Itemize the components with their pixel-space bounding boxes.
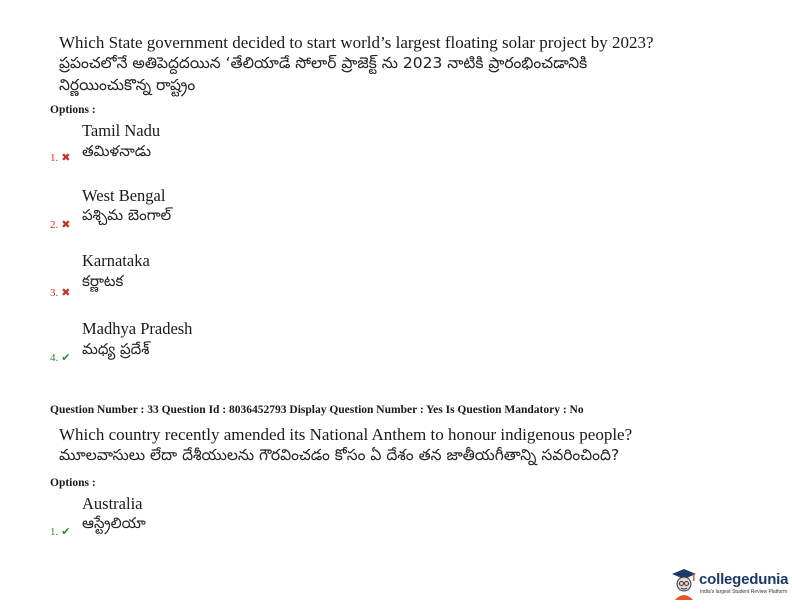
cross-icon: ✖ (61, 218, 71, 231)
q2-option-1-english: Australia (82, 494, 143, 513)
q2-question-english: Which country recently amended its National Anthem to honour indigenous people? (59, 425, 633, 444)
q1-option-1-telugu: తమిళనాడు (82, 142, 152, 160)
q1-question-english: Which State government decided to start world’s largest floating solar project by 2023? (59, 33, 654, 52)
q1-option-2-marker (50, 218, 70, 231)
q2-option-1-telugu: ఆస్ట్రేలియా (82, 514, 146, 532)
q1-options-label: Options : (50, 104, 96, 116)
logo-wordmark: collegedunia (699, 571, 789, 588)
q1-option-4-telugu: మధ్య ప్రదేశ్ (82, 340, 150, 358)
q1-option-3-english: Karnataka (82, 251, 150, 270)
option-number: 4. (50, 352, 59, 364)
q1-question-telugu-line1: ప్రపంచలోనే అతిపెద్దదయిన ‘తేలియాడే సోలార్ ప్రాజెక్ట్ ను 2023 నాటికి ప్రారంభించడానికి (59, 54, 588, 72)
logo-tagline: India's largest Student Review Platform (700, 589, 788, 595)
q1-question-telugu-line2: నిర్ణయించుకొన్న రాష్ట్రం (59, 76, 196, 94)
q1-option-3-marker (50, 286, 70, 299)
q1-option-4-english: Madhya Pradesh (82, 319, 193, 338)
cross-icon: ✖ (61, 151, 71, 164)
checkmark-icon: ✔ (61, 351, 71, 364)
q2-question-telugu: మూలవాసులు లేదా దేశీయులను గౌరవించడం కోసం ఏ దేశం తన జాతీయగీతాన్ని సవరించింది? (59, 446, 620, 464)
q1-option-1-marker (50, 151, 70, 164)
q1-option-1-english: Tamil Nadu (82, 121, 161, 140)
option-number: 2. (50, 219, 59, 231)
q1-option-2-telugu: పశ్చిమ బెంగాల్ (82, 206, 172, 224)
q2-meta: Question Number : 33 Question Id : 8036452793 Display Question Number : Yes Is Question Mandatory : No (50, 404, 584, 416)
option-number: 1. (50, 526, 59, 538)
q1-option-4-marker (50, 351, 70, 364)
collegedunia-logo (671, 567, 789, 605)
option-number: 1. (50, 152, 59, 164)
q1-option-2-english: West Bengal (82, 186, 166, 205)
checkmark-icon: ✔ (61, 525, 71, 538)
q2-option-1-marker (50, 525, 70, 538)
cross-icon: ✖ (61, 286, 71, 299)
graduate-mascot-icon (671, 567, 697, 601)
q1-option-3-telugu: కర్ణాటక (82, 272, 124, 290)
option-number: 3. (50, 287, 59, 299)
q2-options-label: Options : (50, 477, 96, 489)
